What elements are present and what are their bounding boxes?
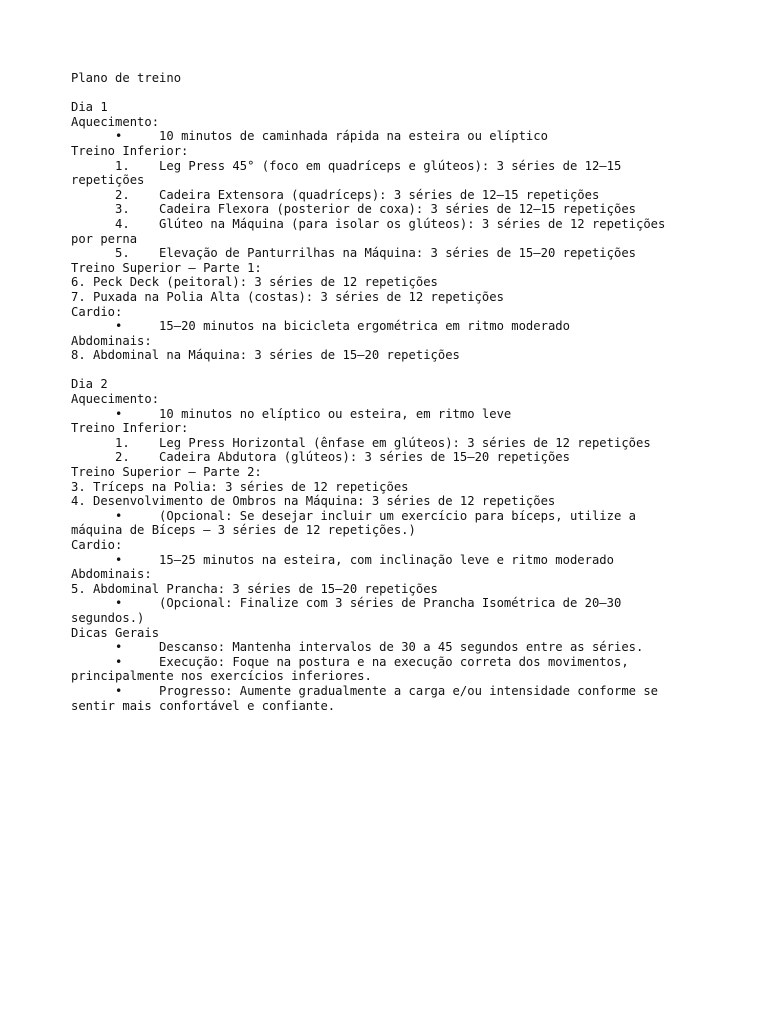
document-line: repetições: [71, 173, 145, 188]
document-line: Treino Inferior:: [71, 143, 189, 158]
document-line: Dia 1: [71, 100, 108, 115]
document-line: 4. Desenvolvimento de Ombros na Máquina: 3 séries de 12 repetições: [71, 494, 556, 509]
document-line: 2. Cadeira Extensora (quadríceps): 3 séries de 12–15 repetições: [71, 187, 600, 202]
document-line: Dia 2: [71, 377, 108, 392]
document-line: 6. Peck Deck (peitoral): 3 séries de 12 repetições: [71, 275, 438, 290]
document-line: 7. Puxada na Polia Alta (costas): 3 séries de 12 repetições: [71, 289, 504, 304]
document-line: 3. Cadeira Flexora (posterior de coxa): 3 séries de 12–15 repetições: [71, 202, 636, 217]
document-line: Abdominais:: [71, 333, 152, 348]
document-line: 3. Tríceps na Polia: 3 séries de 12 repetições: [71, 479, 409, 494]
document-title: Plano de treino: [71, 71, 182, 85]
document-line: • 10 minutos no elíptico ou esteira, em ritmo leve: [71, 406, 512, 421]
document-line: • 10 minutos de caminhada rápida na esteira ou elíptico: [71, 129, 548, 144]
document-line: • 15–25 minutos na esteira, com inclinação leve e ritmo moderado: [71, 552, 614, 567]
document-line: • (Opcional: Finalize com 3 séries de Prancha Isométrica de 20–30: [71, 596, 622, 611]
document-line: segundos.): [71, 610, 145, 625]
document-line: Cardio:: [71, 538, 123, 552]
document-line: Treino Superior – Parte 1:: [71, 260, 262, 275]
document-line: 1. Leg Press Horizontal (ênfase em glúteos): 3 séries de 12 repetições: [71, 435, 651, 450]
blank-line: [71, 363, 691, 378]
document-line: 5. Elevação de Panturrilhas na Máquina: 3 séries de 15–20 repetições: [71, 246, 636, 261]
document-line: sentir mais confortável e confiante.: [71, 698, 336, 713]
document-body: [71, 71, 691, 713]
document-line: 8. Abdominal na Máquina: 3 séries de 15–20 repetições: [71, 348, 460, 363]
document-line: 1. Leg Press 45° (foco em quadríceps e glúteos): 3 séries de 12–15: [71, 158, 622, 173]
document-line: • Progresso: Aumente gradualmente a carga e/ou intensidade conforme se: [71, 683, 659, 698]
document-line: 5. Abdominal Prancha: 3 séries de 15–20 repetições: [71, 581, 438, 596]
document-line: • Descanso: Mantenha intervalos de 30 a 45 segundos entre as séries.: [71, 640, 644, 655]
blank-line: [71, 86, 691, 101]
document-line: por perna: [71, 231, 138, 246]
document-line: • (Opcional: Se desejar incluir um exercício para bíceps, utilize a: [71, 508, 636, 523]
document-line: • Execução: Foque na postura e na execução correta dos movimentos,: [71, 654, 629, 669]
document-line: Aquecimento:: [71, 392, 160, 407]
document-line: 4. Glúteo na Máquina (para isolar os glúteos): 3 séries de 12 repetições: [71, 216, 666, 231]
document-line: Treino Superior – Parte 2:: [71, 465, 262, 480]
document-line: Dicas Gerais: [71, 625, 160, 640]
document-line: Abdominais:: [71, 567, 152, 582]
document-line: Treino Inferior:: [71, 421, 189, 436]
document-line: máquina de Bíceps – 3 séries de 12 repetições.): [71, 523, 416, 538]
document-line: Cardio:: [71, 304, 123, 319]
document-line: principalmente nos exercícios inferiores.: [71, 669, 372, 684]
document-line: Aquecimento:: [71, 114, 160, 129]
document-line: 2. Cadeira Abdutora (glúteos): 3 séries de 15–20 repetições: [71, 450, 570, 465]
document-line: • 15–20 minutos na bicicleta ergométrica em ritmo moderado: [71, 319, 570, 334]
